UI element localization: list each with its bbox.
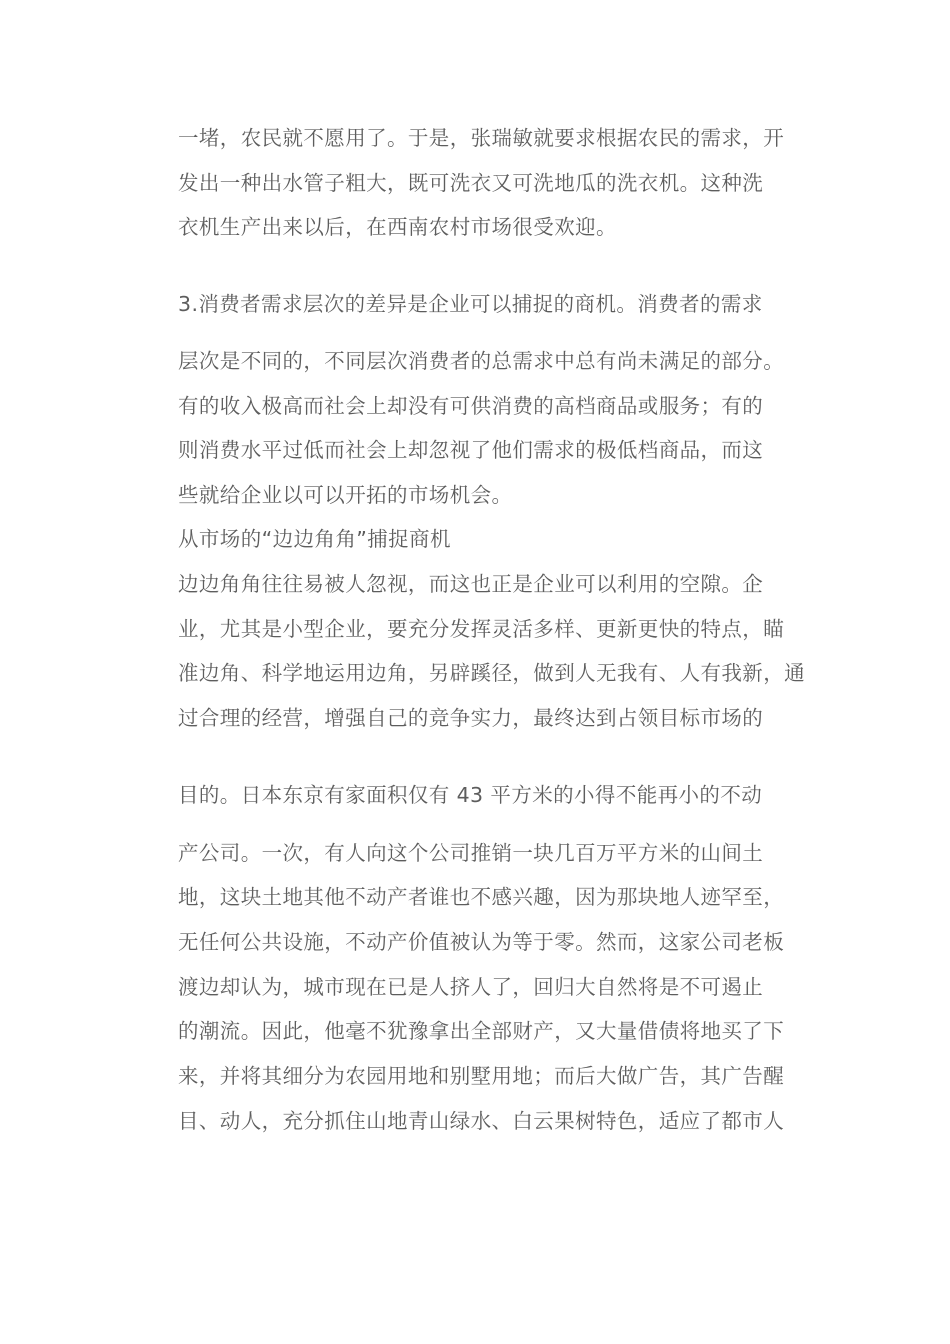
text-line: 产公司。一次，有人向这个公司推销一块几百万平方米的山间土 [178,841,764,865]
text-line: 目的。日本东京有家面积仅有 43 平方米的小得不能再小的不动 [178,783,763,807]
text-line: 业，尤其是小型企业，要充分发挥灵活多样、更新更快的特点，瞄 [178,617,785,641]
text-line: 衣机生产出来以后，在西南农村市场很受欢迎。 [178,215,617,239]
text-line: 来，并将其细分为农园用地和别墅用地；而后大做广告，其广告醒 [178,1064,785,1088]
text-line: 地，这块土地其他不动产者谁也不感兴趣，因为那块地人迹罕至， [178,885,785,909]
text-line: 一堵，农民就不愿用了。于是，张瑞敏就要求根据农民的需求，开 [178,126,785,150]
text-line: 发出一种出水管子粗大，既可洗衣又可洗地瓜的洗衣机。这种洗 [178,171,764,195]
text-line: 层次是不同的，不同层次消费者的总需求中总有尚未满足的部分。 [178,349,785,373]
text-line: 3.消费者需求层次的差异是企业可以捕捉的商机。消费者的需求 [178,292,763,316]
text-line: 准边角、科学地运用边角，另辟蹊径，做到人无我有、人有我新，通 [178,661,805,685]
text-line: 渡边却认为，城市现在已是人挤人了，回归大自然将是不可遏止 [178,975,764,999]
section-heading: 从市场的“边边角角”捕捉商机 [178,527,451,551]
text-line: 则消费水平过低而社会上却忽视了他们需求的极低档商品，而这 [178,438,764,462]
text-line: 边边角角往往易被人忽视，而这也正是企业可以利用的空隙。企 [178,572,764,596]
text-line: 有的收入极高而社会上却没有可供消费的高档商品或服务；有的 [178,394,764,418]
text-line: 目、动人，充分抓住山地青山绿水、白云果树特色，适应了都市人 [178,1109,785,1133]
text-line: 的潮流。因此，他毫不犹豫拿出全部财产，又大量借债将地买了下 [178,1019,785,1043]
text-line: 无任何公共设施，不动产价值被认为等于零。然而，这家公司老板 [178,930,785,954]
text-line: 些就给企业以可以开拓的市场机会。 [178,483,513,507]
text-line: 过合理的经营，增强自己的竞争实力，最终达到占领目标市场的 [178,706,764,730]
